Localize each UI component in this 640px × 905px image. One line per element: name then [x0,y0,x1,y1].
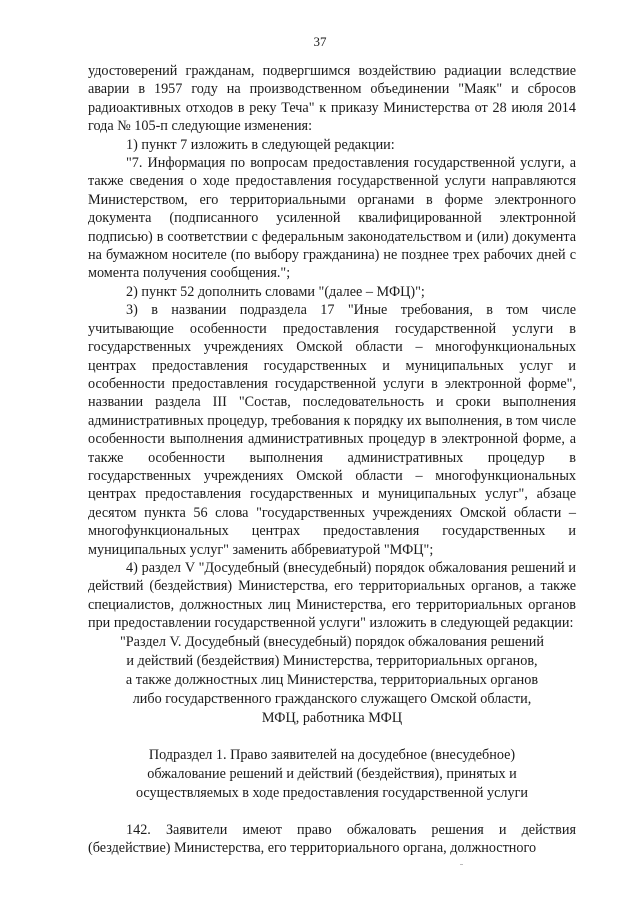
section-heading-line-2: и действий (бездействия) Министерства, территориальных органов, [126,652,538,669]
document-body [88,62,576,857]
section-heading-line-5: МФЦ, работника МФЦ [261,709,403,726]
page-number: 37 [313,34,327,49]
item-1-quote: "7. Информация по вопросам предоставления государственной услуги, а также сведения о ходе предоставления государственной услуги направляются Министерством, его территориальными органами в форме электронного документа (подписанного усиленной квалифицированной электронной подписью) в соответствии с федеральным законодательством и (или) документа на бумажном носителе (по выбору гражданина) не позднее трех рабочих дней с момента получения сообщения."; [88,155,576,282]
subsection-heading-line-3: осуществляемых в ходе предоставления государственной услуги [135,784,529,801]
subsection-heading-line-2: обжалование решений и действий (бездействия), принятых и [147,765,517,782]
item-4: 4) раздел V "Досудебный (внесудебный) порядок обжалования решений и действий (бездействия) Министерства, его территориальных органов, а также специалистов, должностных лиц Министерства, его территориальных органов при предоставлении государственной услуги" изложить в следующей редакции: [88,559,576,632]
section-heading [88,633,576,728]
intro-paragraph: удостоверений гражданам, подвергшимся воздействию радиации вследствие аварии в 1957 году на производственном объединении "Маяк" и сбросов радиоактивных отходов в реку Теча" к приказу Министерства от 28 июля 2014 года № 105-п следующие изменения: [88,63,576,135]
section-heading-line-1: "Раздел V. Досудебный (внесудебный) порядок обжалования решений [120,633,544,650]
paragraph-142: 142. Заявители имеют право обжаловать решения и действия (бездействие) Министерства, его территориального органа, должностного [88,821,576,856]
subsection-heading-line-1: Подраздел 1. Право заявителей на досудебное (внесудебное) [148,746,516,763]
item-3: 3) в названии подраздела 17 "Иные требования, в том числе учитывающие особенности предоставления государственной услуги в государственных учреждениях Омской области – многофункциональных центрах предоставления государственных и муниципальных услуг и особенности предоставления государственной услуги в электронной форме", названии раздела III "Состав, последовательность и сроки выполнения административных процедур, требования к порядку их выполнения, в том числе особенности выполнения административных процедур в электронной форме, а также особенности выполнения административных процедур в государственных учреждениях Омской области – многофункциональных центрах предоставления государственных и муниципальных услуг", абзаце десятом пункта 56 слова "государственных учреждениях Омской области – многофункциональных центрах предоставления государственных и муниципальных услуг" заменить аббревиатурой "МФЦ"; [88,302,576,558]
item-2: 2) пункт 52 дополнить словами "(далее – МФЦ)"; [126,283,425,300]
section-heading-line-4: либо государственного гражданского служащего Омской области, [132,690,532,707]
item-1: 1) пункт 7 изложить в следующей редакции: [126,136,395,153]
subsection-heading [88,746,576,803]
section-heading-line-3: а также должностных лиц Министерства, территориальных органов [125,671,539,688]
scan-mark [460,864,463,865]
